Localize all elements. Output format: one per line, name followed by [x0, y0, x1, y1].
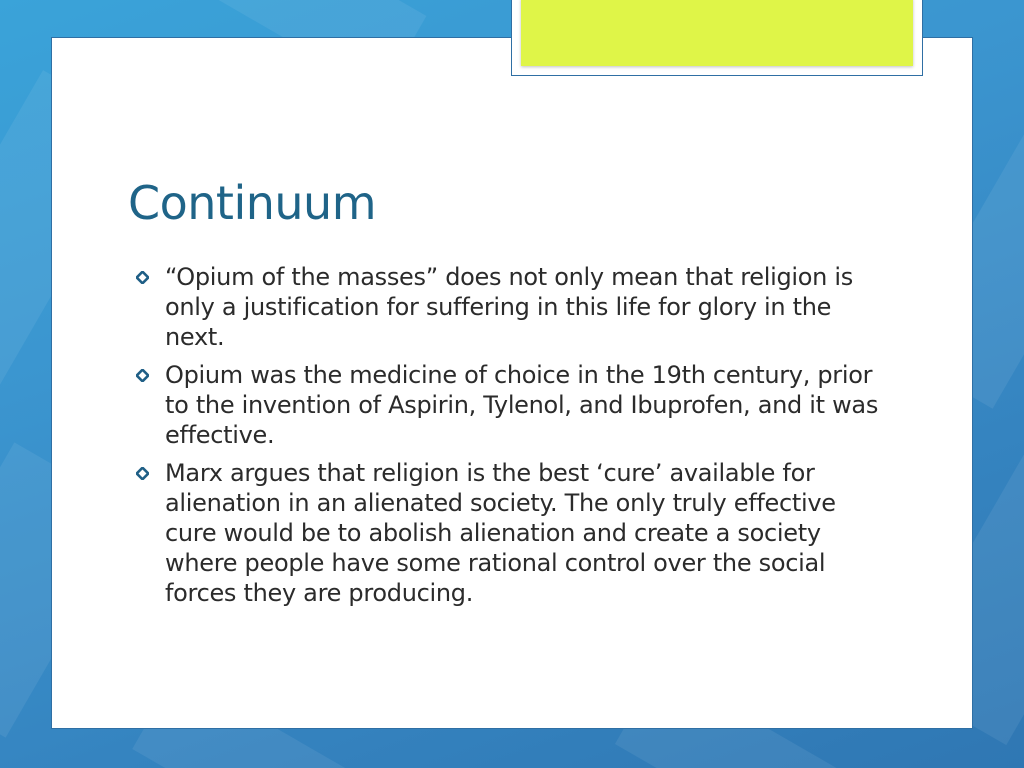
bullet-text: Marx argues that religion is the best ‘cure’ available for alienation in an alienated society. The only truly effective cure would be to abolish alienation and create a society where people have some rational control over the social forces they are producing.: [165, 459, 836, 607]
slide-title: Continuum: [128, 176, 377, 230]
bullet-item: [134, 458, 884, 608]
hollow-diamond-bullet-icon: [136, 369, 149, 382]
bullet-text: Opium was the medicine of choice in the 19th century, prior to the invention of Aspirin, Tylenol, and Ibuprofen, and it was effective.: [165, 361, 879, 449]
accent-tab: [511, 0, 923, 76]
bullet-item: [134, 360, 884, 450]
accent-bar: [521, 0, 913, 66]
bullet-list: [134, 262, 884, 616]
bullet-text: “Opium of the masses” does not only mean that religion is only a justification for suffering in this life for glory in the next.: [165, 263, 853, 351]
hollow-diamond-bullet-icon: [136, 271, 149, 284]
hollow-diamond-bullet-icon: [136, 467, 149, 480]
bullet-item: [134, 262, 884, 352]
